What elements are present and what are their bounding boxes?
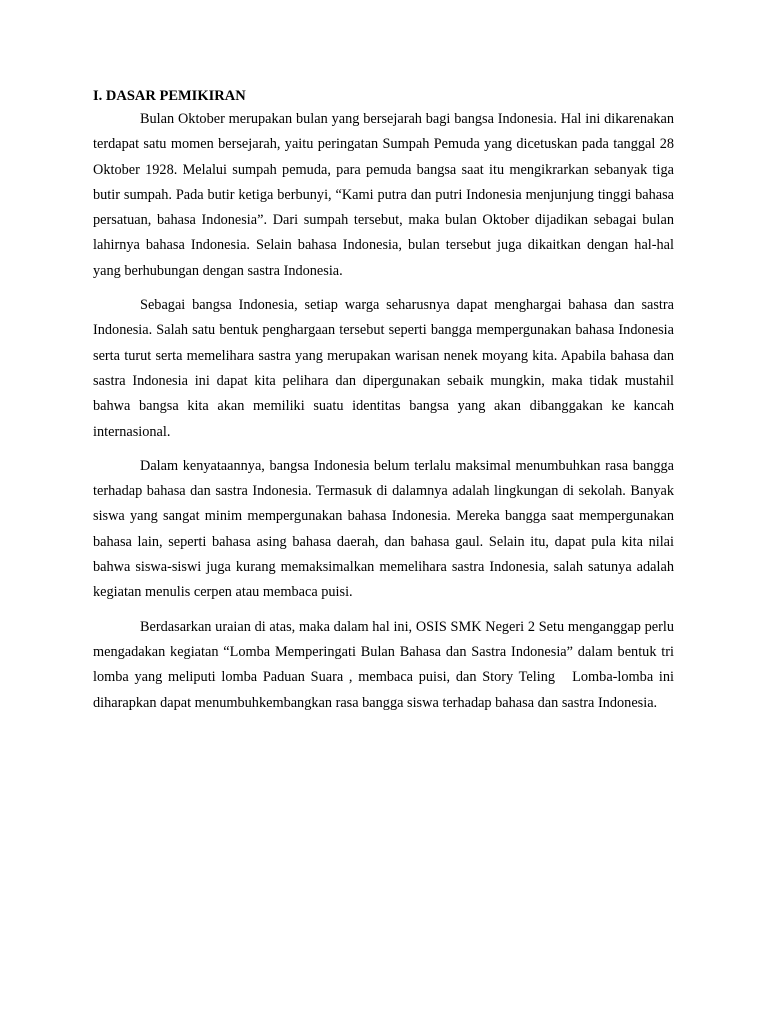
section-heading: I. DASAR PEMIKIRAN <box>93 88 246 104</box>
document-body <box>93 86 674 725</box>
paragraph-3: Dalam kenyataannya, bangsa Indonesia belum terlalu maksimal menumbuhkan rasa bangga terhadap bahasa dan sastra Indonesia. Termasuk di dalamnya adalah lingkungan di sekolah. Banyak siswa yang sangat minim mempergunakan bahasa Indonesia. Mereka bangga saat mempergunakan bahasa lain, seperti bahasa asing bahasa daerah, dan bahasa gaul. Selain itu, dapat pula kita nilai bahwa siswa-siswi juga kurang memaksimalkan memelihara sastra Indonesia, salah satunya adalah kegiatan menulis cerpen atau membaca puisi. <box>93 457 674 601</box>
paragraph-2: Sebagai bangsa Indonesia, setiap warga seharusnya dapat menghargai bahasa dan sastra Indonesia. Salah satu bentuk penghargaan tersebut seperti bangga mempergunakan bahasa Indonesia serta turut serta memelihara sastra yang merupakan warisan nenek moyang kita. Apabila bahasa dan sastra Indonesia ini dapat kita pelihara dan dipergunakan sebaik mungkin, maka tidak mustahil bahwa bangsa kita akan memiliki suatu identitas bangsa yang akan dibanggakan ke kancah internasional. <box>93 297 674 440</box>
paragraph-4: Berdasarkan uraian di atas, maka dalam hal ini, OSIS SMK Negeri 2 Setu menganggap perlu mengadakan kegiatan “Lomba Memperingati Bulan Bahasa dan Sastra Indonesia” dalam bentuk tri lomba yang meliputi lomba Paduan Suara , membaca puisi, dan Story Teling Lomba-lomba ini diharapkan dapat menumbuhkembangkan rasa bangga siswa terhadap bahasa dan sastra Indonesia. <box>93 618 674 711</box>
paragraph-1: Bulan Oktober merupakan bulan yang bersejarah bagi bangsa Indonesia. Hal ini dikarenakan terdapat satu momen bersejarah, yaitu peringatan Sumpah Pemuda yang dicetuskan pada tanggal 28 Oktober 1928. Melalui sumpah pemuda, para pemuda bangsa saat itu mengikrarkan sebanyak tiga butir sumpah. Pada butir ketiga berbunyi, “Kami putra dan putri Indonesia menjunjung tinggi bahasa persatuan, bahasa Indonesia”. Dari sumpah tersebut, maka bulan Oktober dijadikan sebagai bulan lahirnya bahasa Indonesia. Selain bahasa Indonesia, bulan tersebut juga dikaitkan dengan hal-hal yang berhubungan dengan sastra Indonesia. <box>93 111 674 279</box>
